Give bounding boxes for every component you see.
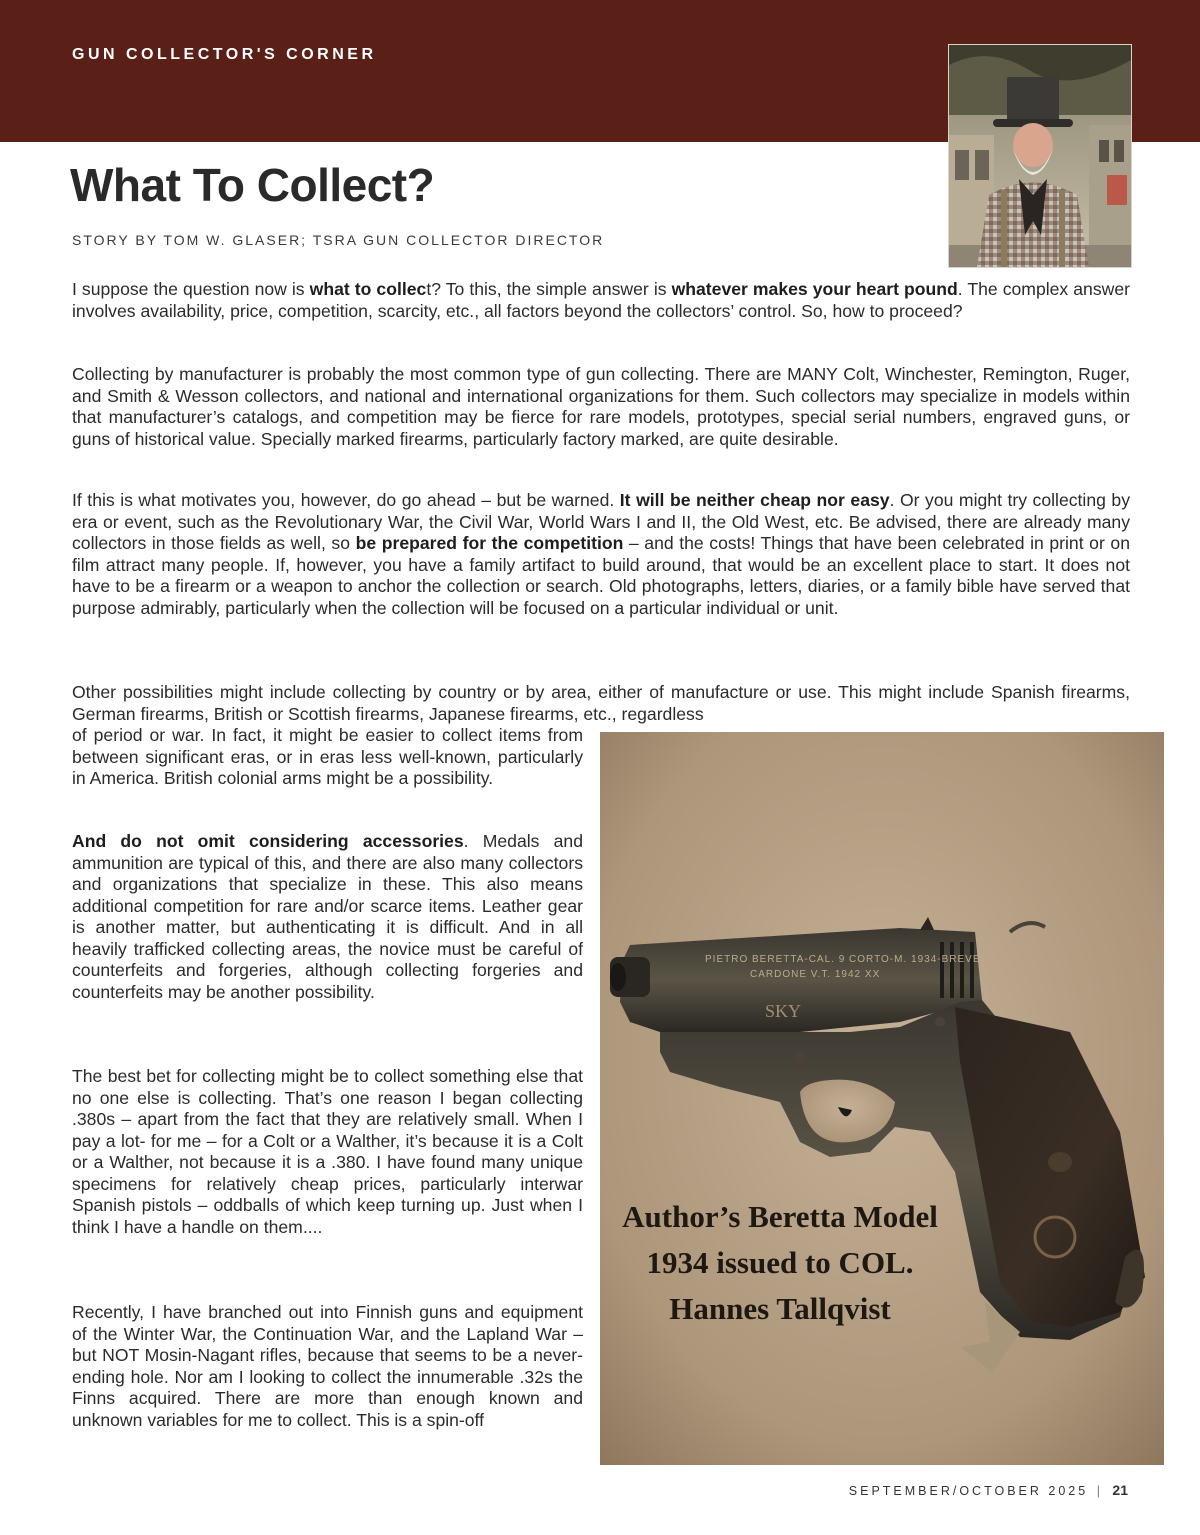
footer-separator: | [1096, 1484, 1100, 1498]
byline: STORY BY TOM W. GLASER; TSRA GUN COLLECTOR DIRECTOR [72, 232, 605, 248]
paragraph-3 [72, 490, 1130, 619]
slide-engraving-2: CARDONE V.T. 1942 XX [750, 969, 881, 980]
p1-text-b: t? To this, the simple answer is [426, 279, 672, 299]
section-label: GUN COLLECTOR'S CORNER [72, 46, 377, 63]
p3-bold-b: be prepared for the competition [355, 533, 624, 553]
page-footer [849, 1482, 1128, 1498]
slide-engraving-1: PIETRO BERETTA-CAL. 9 CORTO-M. 1934-BREVET [705, 954, 988, 965]
p3-text-a: If this is what motivates you, however, do go ahead – but be warned. [72, 490, 620, 510]
p3-bold-a: It will be neither cheap nor easy [619, 490, 890, 510]
p1-text-a: I suppose the question now is [72, 279, 310, 299]
paragraph-4-column: of period or war. In fact, it might be easier to collect items from between significant eras, or in eras less well-known, particularly in America. British colonial arms might be a possibility. [72, 725, 583, 788]
author-portrait-image [949, 45, 1131, 267]
p1-text-c: . The complex answer involves availability, price, competition, scarcity, etc., all factors beyond the collectors’ control. So, how to proceed? [72, 279, 1130, 321]
author-photo [948, 44, 1132, 268]
page-number: 21 [1112, 1482, 1128, 1498]
paragraph-5 [72, 831, 583, 1003]
p5-bold: And do not omit considering accessories [72, 831, 464, 851]
beretta-photo [600, 732, 1164, 1465]
p3-text-b: . Or you might try collecting by era or event, such as the Revolutionary War, the Civil War, World Wars I and II, the Old West, etc. Be advised, there are already many collectors in those fields as well, so [72, 490, 1130, 553]
paragraph-1 [72, 279, 1130, 322]
paragraph-7: Recently, I have branched out into Finnish guns and equipment of the Winter War, the Continuation War, and the Lapland War – but NOT Mosin-Nagant rifles, because that seems to be a never-ending hole. Nor am I looking to collect the innumerable .32s the Finns acquired. There are more than enough known and unknown variables for me to collect. This is a spin-off [72, 1302, 583, 1430]
paragraph-6: The best bet for collecting might be to collect something else that no one else is collecting. That’s one reason I began collecting .380s – apart from the fact that they are relatively small. When I pay a lot- for me – for a Colt or a Walther, it’s because it is a Colt or a Walther, not because it is a .380. I have found many unique specimens for relatively cheap prices, particularly interwar Spanish pistols – oddballs of which keep turning up. Just when I think I have a handle on them.... [72, 1066, 583, 1237]
frame-marking: SKY [765, 1001, 802, 1021]
caption-line-1: Author’s Beretta Model [622, 1199, 938, 1234]
issue-date: SEPTEMBER/OCTOBER 2025 [848, 1484, 1089, 1498]
p1-bold-a: what to collec [309, 279, 427, 299]
caption-line-2: 1934 issued to COL. [646, 1245, 914, 1280]
p5-text: . Medals and ammunition are typical of this, and there are also many collectors and organizations that specialize in these. This also means additional competition for rare and/or scarce items. Leather gear is another matter, but authenticating it is difficult. And in all heavily trafficked collecting areas, the novice must be careful of counterfeits and forgeries, although collecting forgeries and counterfeits may be another possibility. [72, 831, 583, 1002]
beretta-pistol-image [600, 732, 1164, 1465]
paragraph-4-full-width: Other possibilities might include collecting by country or by area, either of manufacture or use. This might include Spanish firearms, German firearms, British or Scottish firearms, Japanese firearms, etc., regardless [72, 682, 1130, 724]
article-title: What To Collect? [70, 159, 435, 211]
photo-caption [600, 1194, 960, 1332]
caption-line-3: Hannes Tallqvist [669, 1291, 891, 1326]
paragraph-2: Collecting by manufacturer is probably the most common type of gun collecting. There are MANY Colt, Winchester, Remington, Ruger, and Smith & Wesson collectors, and national and international organizations for them. Such collectors may specialize in models within that manufacturer’s catalogs, and competition may be fierce for rare models, prototypes, special serial numbers, engraved guns, or guns of historical value. Specially marked firearms, particularly factory marked, are quite desirable. [72, 364, 1130, 449]
p3-text-c: – and the costs! Things that have been celebrated in print or on film attract many people. If, however, you have a family artifact to build around, that would be an excellent place to start. It does not have to be a firearm or a weapon to anchor the collection or search. Old photographs, letters, diaries, or a family bible have served that purpose admirably, particularly when the collection will be focused on a particular individual or unit. [72, 533, 1130, 618]
p1-bold-b: whatever makes your heart pound [671, 279, 958, 299]
